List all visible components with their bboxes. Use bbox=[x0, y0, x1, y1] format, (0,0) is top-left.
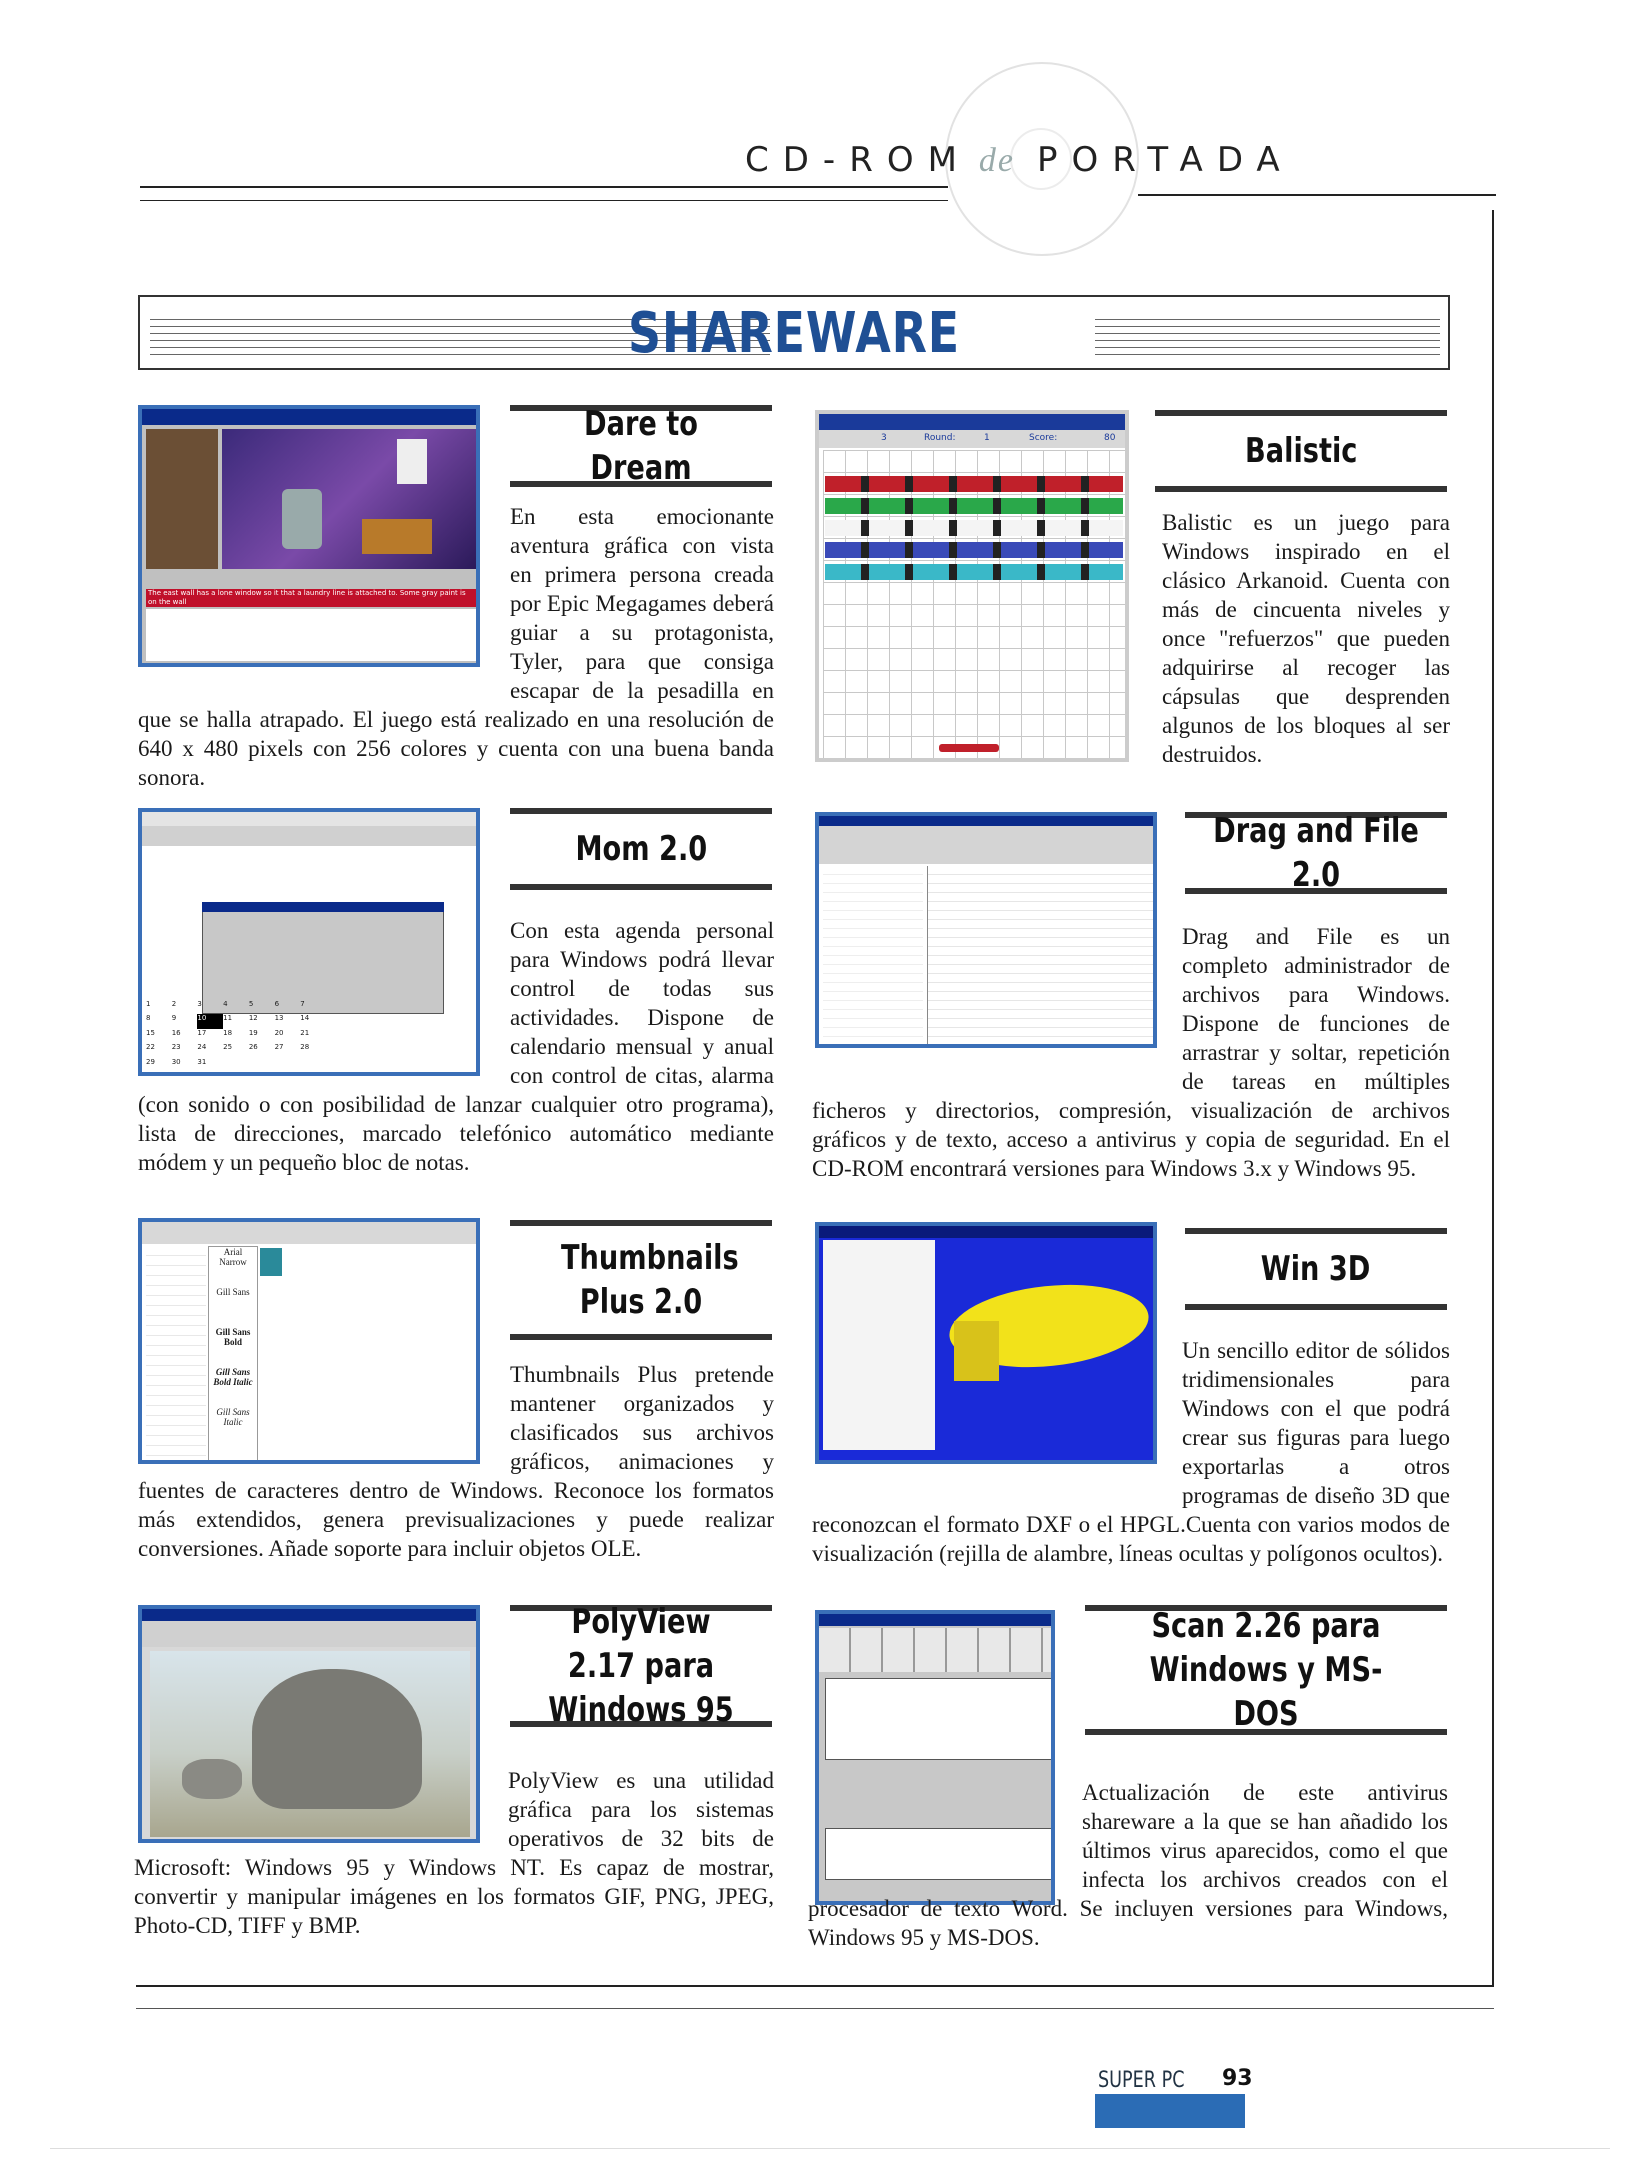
frame-bottom bbox=[136, 1985, 1494, 1987]
day: 7 bbox=[300, 1000, 305, 1008]
day: 2 bbox=[171, 1000, 177, 1008]
day: 12 bbox=[248, 1014, 258, 1023]
day: 21 bbox=[300, 1028, 310, 1037]
frame-right bbox=[1492, 210, 1494, 1985]
bricks-white bbox=[825, 520, 1123, 536]
round-label: Round: bbox=[924, 433, 956, 443]
game-window bbox=[397, 439, 427, 484]
window-titlebar bbox=[819, 1226, 1153, 1238]
shareware-banner bbox=[138, 295, 1450, 370]
title-thumbnails: Thumbnails Plus 2.0 bbox=[510, 1220, 772, 1340]
day: 10 bbox=[197, 1014, 223, 1028]
day: 26 bbox=[248, 1043, 258, 1052]
header-de: de bbox=[978, 142, 1016, 179]
day: 25 bbox=[223, 1043, 233, 1052]
score-value: 80 bbox=[1104, 433, 1116, 443]
font-item: Arial Narrow bbox=[219, 1247, 247, 1267]
font-item: Gill Sans bbox=[216, 1287, 250, 1297]
title-drag-and-file: Drag and File 2.0 bbox=[1185, 812, 1447, 894]
game-caption: The east wall has a lone window so it that a laundry line is attached to. Some gray paint is on the wall bbox=[148, 589, 466, 606]
day: 22 bbox=[146, 1043, 155, 1052]
day: 20 bbox=[274, 1028, 284, 1037]
text-balistic: Balistic es un juego para Windows inspirado en el clásico Arkanoid. Cuenta con más de cincuenta niveles y once "refuerzos" que pueden adquirirse al recoger las cápsulas que desprenden algunos de los bloques al ser destruidos. bbox=[1162, 510, 1450, 767]
font-item: Gill Sans Bold bbox=[215, 1327, 251, 1347]
footer-tab bbox=[1095, 2094, 1245, 2128]
title-dare-to-dream: Dare to Dream bbox=[510, 405, 772, 487]
day: 6 bbox=[274, 1000, 280, 1008]
text-mom: Con esta agenda personal para Windows podrá llevar control de todas sus actividades. Dispone de calendario mensual y anual con control de citas, alarma (con sonido o con posibilidad de lanzar cualquier otro programa), lista de direcciones, marcado telefónico automático mediante módem y un pequeño bloc de notas. bbox=[138, 918, 774, 1175]
toolbar bbox=[142, 1222, 476, 1244]
text-drag-and-file: Drag and File es un completo administrador de archivos para Windows. Dispone de funciones de arrastrar y soltar, repetición de tareas en múltiples ficheros y directorios, compresión, visualización de archivos gráficos y de texto, acceso a antivirus y copia de seguridad. En el CD-ROM encontrará versiones para Windows 3.x y Windows 95. bbox=[812, 924, 1450, 1181]
bottom-trim bbox=[50, 2148, 1610, 2149]
day: 5 bbox=[248, 1000, 254, 1008]
status-bar bbox=[819, 430, 1125, 448]
game-grid bbox=[823, 450, 1125, 758]
title-polyview: PolyView 2.17 para Windows 95 bbox=[510, 1605, 772, 1727]
text-dare-to-dream: En esta emocionante aventura gráfica con vista en primera persona creada por Epic Megagames deberá guiar a su protagonista, Tyler, para que consiga escapar de la pesadilla en que se halla atrapado. El juego está realizado en una resolución de 640 x 480 pixels con 256 colores y cuenta con una buena banda sonora. bbox=[138, 504, 774, 790]
day: 15 bbox=[146, 1028, 155, 1037]
day: 23 bbox=[171, 1043, 181, 1052]
footer-magazine: SUPER PC bbox=[1098, 2068, 1185, 2093]
title-scan: Scan 2.26 para Windows y MS-DOS bbox=[1085, 1605, 1447, 1735]
dialog-title bbox=[202, 902, 444, 912]
text-scan: Actualización de este antivirus shareware a la que se han añadido los últimos virus aparecidos, como el que infecta los archivos creados con el procesador de texto Word. Se incluyen versiones para Windows, Windows 95 y MS-DOS. bbox=[808, 1780, 1448, 1950]
day: 31 bbox=[197, 1057, 207, 1066]
title-win3d: Win 3D bbox=[1185, 1228, 1447, 1310]
header-rule-right bbox=[1138, 194, 1496, 196]
bricks-green bbox=[825, 498, 1123, 514]
bricks-blue bbox=[825, 542, 1123, 558]
paddle bbox=[939, 744, 999, 752]
day: 28 bbox=[300, 1043, 310, 1052]
text-polyview: PolyView es una utilidad gráfica para los sistemas operativos de 32 bits de Microsoft: Windows 95 y Windows NT. Es capaz de mostrar, convertir y manipular imágenes en los formatos GIF, PNG, JPEG, Photo-CD, TIFF y BMP. bbox=[134, 1768, 774, 1938]
footer-rule bbox=[136, 2008, 1494, 2009]
day: 11 bbox=[223, 1014, 233, 1023]
bricks-red bbox=[825, 476, 1123, 492]
day: 1 bbox=[146, 1000, 151, 1008]
window-titlebar bbox=[819, 1614, 1051, 1626]
day: 17 bbox=[197, 1028, 207, 1037]
section-header bbox=[745, 140, 1294, 180]
lives-count: 3 bbox=[881, 433, 887, 443]
day: 3 bbox=[197, 1000, 202, 1008]
day: 29 bbox=[146, 1057, 155, 1066]
day: 27 bbox=[274, 1043, 284, 1052]
toolbar bbox=[142, 1621, 476, 1647]
toolbar bbox=[819, 1628, 1051, 1672]
menu-bar bbox=[142, 812, 476, 826]
header-rule-left bbox=[140, 186, 948, 188]
toolbar bbox=[142, 826, 476, 846]
header-cdrom: CD-ROM bbox=[745, 140, 971, 180]
text-win3d: Un sencillo editor de sólidos tridimensionales para Windows con el que podrá crear sus figuras para luego exportarlas a otros programas de diseño 3D que reconozcan el formato DXF o el HPGL.Cuenta con varios modos de visualización (rejilla de alambre, líneas ocultas y polígonos ocultos). bbox=[812, 1338, 1450, 1566]
day: 19 bbox=[248, 1028, 258, 1037]
font-item: Gill Sans Italic bbox=[216, 1407, 250, 1427]
day: 24 bbox=[197, 1043, 207, 1052]
bricks-cyan bbox=[825, 564, 1123, 580]
day: 16 bbox=[171, 1028, 181, 1037]
day: 18 bbox=[223, 1028, 233, 1037]
day: 4 bbox=[223, 1000, 228, 1008]
window-titlebar bbox=[819, 816, 1153, 826]
screenshot-balistic bbox=[815, 410, 1129, 762]
round-value: 1 bbox=[984, 433, 990, 443]
window-titlebar bbox=[142, 1609, 476, 1621]
header-portada: PORTADA bbox=[1037, 140, 1294, 180]
font-item: Gill Sans Bold Italic bbox=[213, 1367, 253, 1387]
day: 14 bbox=[300, 1014, 310, 1023]
file-panel bbox=[825, 1678, 1053, 1760]
day: 9 bbox=[171, 1014, 177, 1023]
day: 8 bbox=[146, 1014, 151, 1023]
day: 13 bbox=[274, 1014, 284, 1023]
footer-page-number: 93 bbox=[1222, 2066, 1253, 2091]
toolbar bbox=[819, 826, 1153, 864]
day: 30 bbox=[171, 1057, 181, 1066]
thumbnail-preview bbox=[260, 1248, 282, 1276]
window-titlebar bbox=[142, 409, 476, 425]
title-balistic: Balistic bbox=[1155, 410, 1447, 492]
window-titlebar bbox=[819, 414, 1125, 430]
header-rule-left-2 bbox=[140, 200, 948, 201]
text-thumbnails: Thumbnails Plus pretende mantener organizados y clasificados sus archivos gráficos, animaciones y fuentes de caracteres dentro de Windows. Reconoce los formatos más extendidos, genera previsualizaciones y puede realizar conversiones. Añade soporte para incluir objetos OLE. bbox=[138, 1362, 774, 1561]
title-mom: Mom 2.0 bbox=[510, 808, 772, 890]
score-label: Score: bbox=[1029, 433, 1058, 443]
banner-title: SHAREWARE bbox=[627, 301, 960, 366]
